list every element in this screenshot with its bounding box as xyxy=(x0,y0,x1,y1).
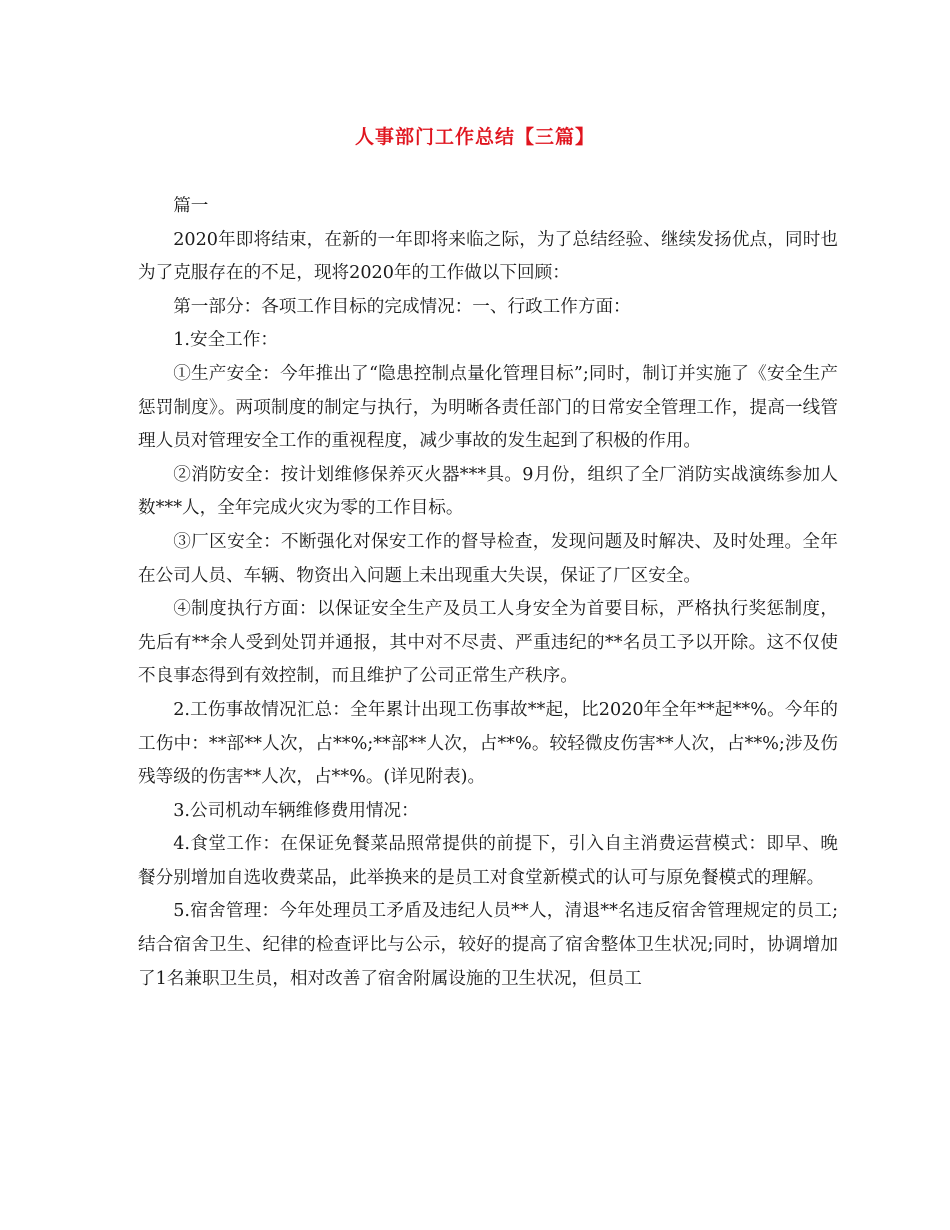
paragraph-fire-safety: ②消防安全：按计划维修保养灭火器***具。9月份，组织了全厂消防实战演练参加人数***人，全年完成火灾为零的工作目标。 xyxy=(138,464,838,519)
paragraph-dormitory: 5.宿舍管理：今年处理员工矛盾及违纪人员**人，清退**名违反宿舍管理规定的员工;结合宿舍卫生、纪律的检查评比与公示，较好的提高了宿舍整体卫生状况;同时，协调增加了1名兼职卫生员，相对改善了宿舍附属设施的卫生状况，但员工 xyxy=(138,901,838,989)
paragraph-intro: 2020年即将结束，在新的一年即将来临之际，为了总结经验、继续发扬优点，同时也为了克服存在的不足，现将2020年的工作做以下回顾： xyxy=(138,229,838,284)
section-heading: 篇一 xyxy=(173,196,209,216)
paragraph-injury-summary: 2.工伤事故情况汇总：全年累计出现工伤事故**起，比2020年全年**起**%。今年的工伤中：**部**人次，占**%;**部**人次，占**%。较轻微皮伤害**人次，占**%;涉及伤残等级的伤害**人次，占**%。(详见附表)。 xyxy=(138,699,838,788)
paragraph-canteen: 4.食堂工作：在保证免餐菜品照常提供的前提下，引入自主消费运营模式：即早、晚餐分别增加自选收费菜品，此举换来的是员工对食堂新模式的认可与原免餐模式的理解。 xyxy=(138,834,838,888)
document-title: 人事部门工作总结【三篇】 xyxy=(354,126,595,148)
paragraph-production-safety: ①生产安全：今年推出了“隐患控制点量化管理目标”;同时，制订并实施了《安全生产惩罚制度》。两项制度的制定与执行，为明晰各责任部门的日常安全管理工作，提高一线管理人员对管理安全工作的重视程度，减少事故的发生起到了积极的作用。 xyxy=(138,363,838,452)
paragraph-safety-heading: 1.安全工作： xyxy=(173,330,278,351)
paragraph-part-one: 第一部分：各项工作目标的完成情况：一、行政工作方面： xyxy=(173,296,631,317)
paragraph-plant-safety: ③厂区安全：不断强化对保安工作的督导检查，发现问题及时解决、及时处理。全年在公司人员、车辆、物资出入问题上未出现重大失误，保证了厂区安全。 xyxy=(138,531,838,586)
paragraph-rule-enforcement: ④制度执行方面：以保证安全生产及员工人身安全为首要目标，严格执行奖惩制度，先后有**余人受到处罚并通报，其中对不尽责、严重违纪的**名员工予以开除。这不仅使不良事态得到有效控制，而且维护了公司正常生产秩序。 xyxy=(138,599,838,687)
document-body xyxy=(138,190,838,996)
paragraph-vehicle-repair: 3.公司机动车辆维修费用情况： xyxy=(173,800,419,821)
